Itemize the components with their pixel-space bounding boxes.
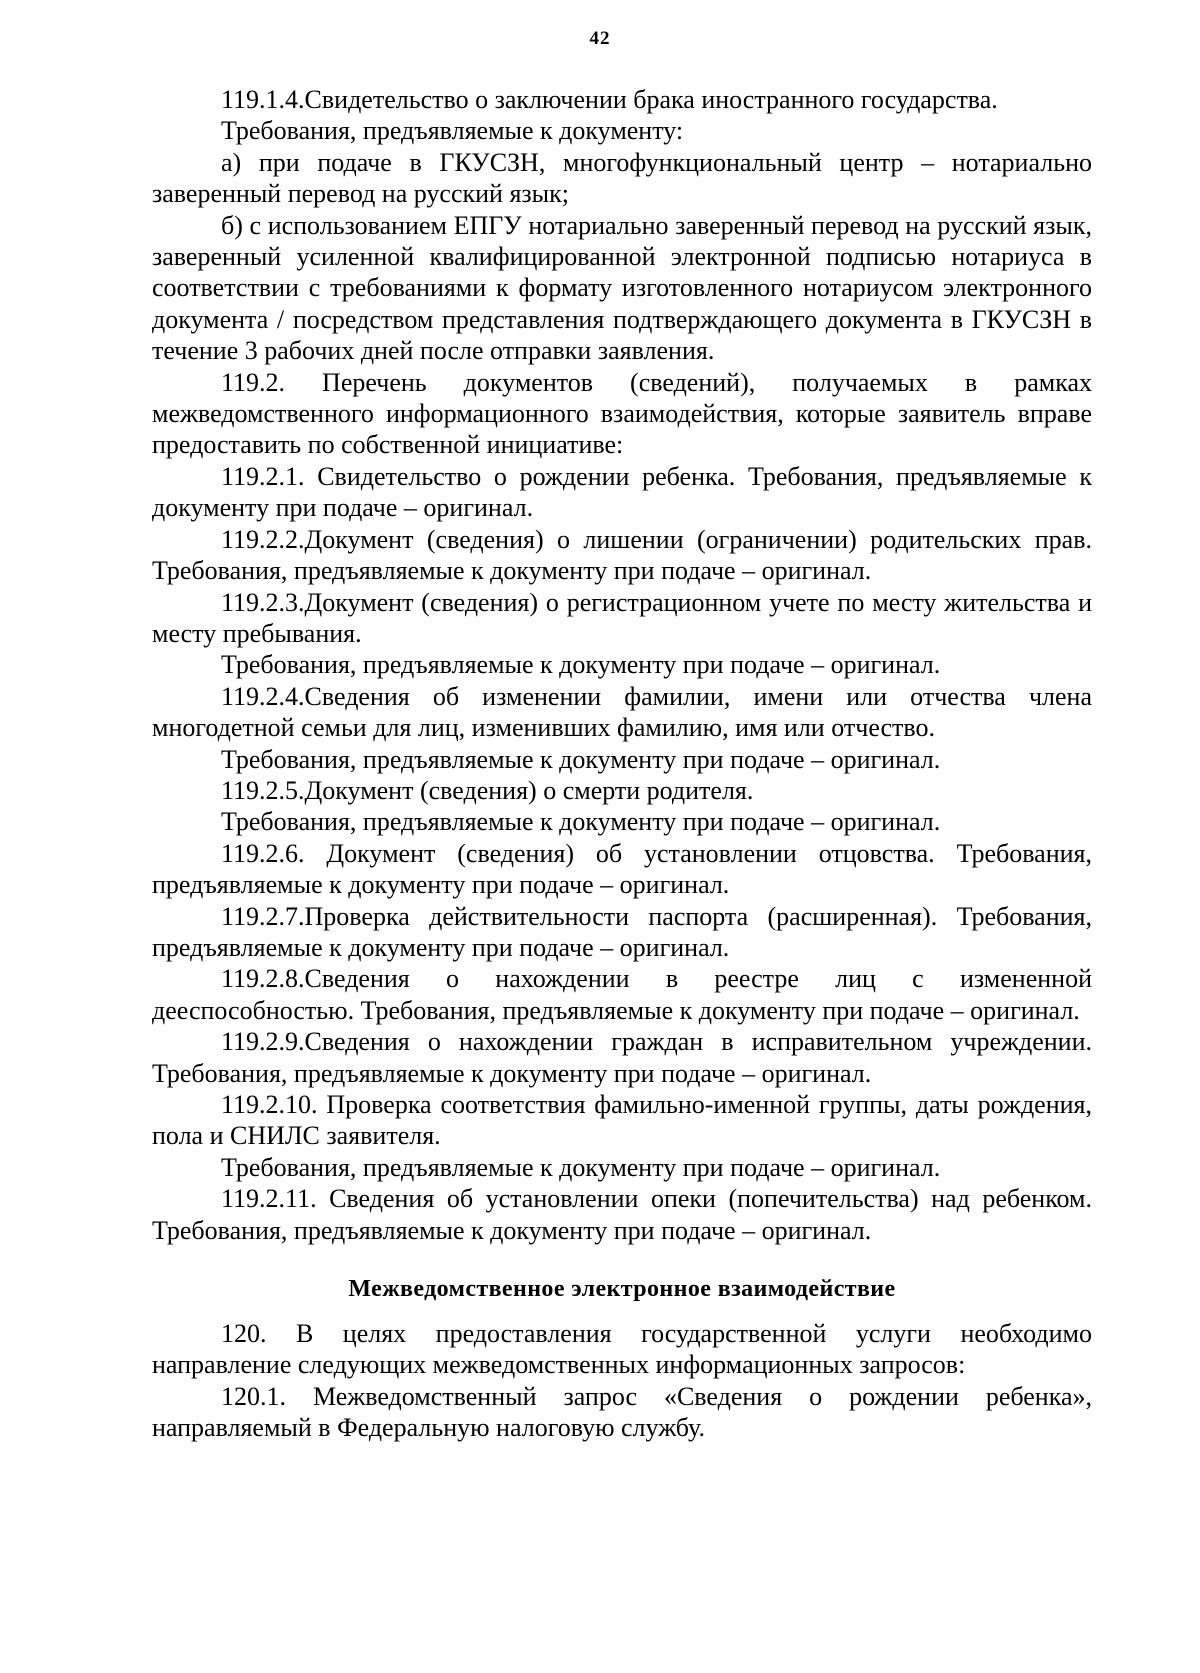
page-number: 42	[589, 28, 611, 49]
paragraph: 119.2.10. Проверка соответствия фамильно-именной группы, даты рождения, пола и СНИЛС заявителя.	[152, 1090, 1092, 1151]
paragraph: 120. В целях предоставления государственной услуги необходимо направление следующих межведомственных информационных запросов:	[152, 1319, 1092, 1380]
paragraph: 119.1.4.Свидетельство о заключении брака иностранного государства.	[221, 85, 998, 114]
document-body	[152, 84, 1092, 1444]
paragraph: Требования, предъявляемые к документу при подаче – оригинал.	[221, 744, 941, 774]
paragraph: 119.2. Перечень документов (сведений), получаемых в рамках межведомственного информационного взаимодействия, которые заявитель вправе предоставить по собственной инициативе:	[152, 367, 1092, 460]
paragraph: 119.2.9.Сведения о нахождении граждан в исправительном учреждении. Требования, предъявляемые к документу при подаче – оригинал.	[152, 1027, 1092, 1088]
paragraph: 119.2.7.Проверка действительности паспорта (расширенная). Требования, предъявляемые к документу при подаче – оригинал.	[152, 901, 1092, 962]
paragraph: б) с использованием ЕПГУ нотариально заверенный перевод на русский язык, заверенный усиленной квалифицированной электронной подписью нотариуса в соответствии с требованиями к формату изготовленного нотариусом электронного документа / посредством представления подтверждающего документа в ГКУСЗН в течение 3 рабочих дней после отправки заявления.	[152, 210, 1092, 366]
paragraph: Требования, предъявляемые к документу при подаче – оригинал.	[221, 1152, 941, 1182]
paragraph: Требования, предъявляемые к документу при подаче – оригинал.	[221, 650, 941, 680]
paragraph: 119.2.4.Сведения об изменении фамилии, имени или отчества члена многодетной семьи для лиц, изменивших фамилию, имя или отчество.	[152, 681, 1092, 743]
paragraph: 119.2.3.Документ (сведения) о регистрационном учете по месту жительства и месту пребывания.	[152, 587, 1092, 648]
paragraph: 119.2.11. Сведения об установлении опеки (попечительства) над ребенком. Требования, предъявляемые к документу при подаче – оригинал.	[152, 1184, 1092, 1245]
paragraph: 119.2.6. Документ (сведения) об установлении отцовства. Требования, предъявляемые к документу при подаче – оригинал.	[152, 838, 1092, 900]
paragraph: 119.2.5.Документ (сведения) о смерти родителя.	[221, 775, 754, 805]
paragraph: Требования, предъявляемые к документу при подаче – оригинал.	[221, 807, 941, 837]
section-heading: Межведомственное электронное взаимодействие	[348, 1276, 896, 1303]
paragraph: 119.2.2.Документ (сведения) о лишении (ограничении) родительских прав. Требования, предъявляемые к документу при подаче – оригинал.	[152, 524, 1092, 586]
paragraph: а) при подаче в ГКУСЗН, многофункциональный центр – нотариально заверенный перевод на русский язык;	[152, 147, 1092, 209]
paragraph: 120.1. Межведомственный запрос «Сведения о рождении ребенка», направляемый в Федеральную налоговую службу.	[152, 1381, 1092, 1443]
paragraph: Требования, предъявляемые к документу:	[221, 116, 684, 146]
paragraph: 119.2.8.Сведения о нахождении в реестре лиц с измененной дееспособностью. Требования, предъявляемые к документу при подаче – оригинал.	[152, 964, 1092, 1025]
paragraph: 119.2.1. Свидетельство о рождении ребенка. Требования, предъявляемые к документу при подаче – оригинал.	[152, 461, 1092, 523]
